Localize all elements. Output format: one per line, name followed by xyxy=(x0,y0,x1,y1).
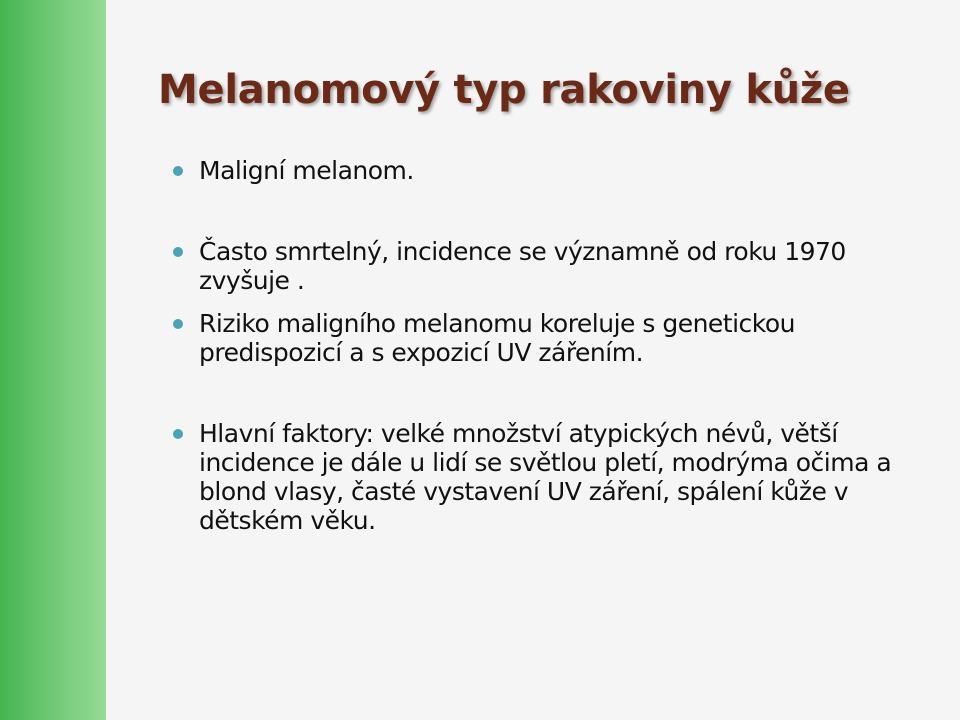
bullet-item xyxy=(172,419,932,535)
bullet-item xyxy=(172,237,932,295)
bullet-icon xyxy=(173,166,183,176)
side-decorative-band xyxy=(0,0,106,720)
bullet-icon xyxy=(173,247,183,257)
slide-title: Melanomový typ rakoviny kůže xyxy=(158,67,850,113)
bullet-icon xyxy=(173,319,183,329)
bullet-text: Riziko maligního melanomu koreluje s genetickou predispozicí a s expozicí UV zářením. xyxy=(199,309,796,367)
bullet-item xyxy=(172,156,932,185)
bullet-text: Často smrtelný, incidence se významně od roku 1970 zvyšuje . xyxy=(199,237,846,295)
bullet-text: Maligní melanom. xyxy=(199,156,414,185)
bullet-item xyxy=(172,309,932,367)
bullet-list xyxy=(172,150,932,535)
bullet-icon xyxy=(173,429,183,439)
bullet-text: Hlavní faktory: velké množství atypických névů, větší incidence je dále u lidí se světlou pletí, modrýma očima a blond vlasy, časté vystavení UV záření, spálení kůže v dětském věku. xyxy=(199,419,892,535)
